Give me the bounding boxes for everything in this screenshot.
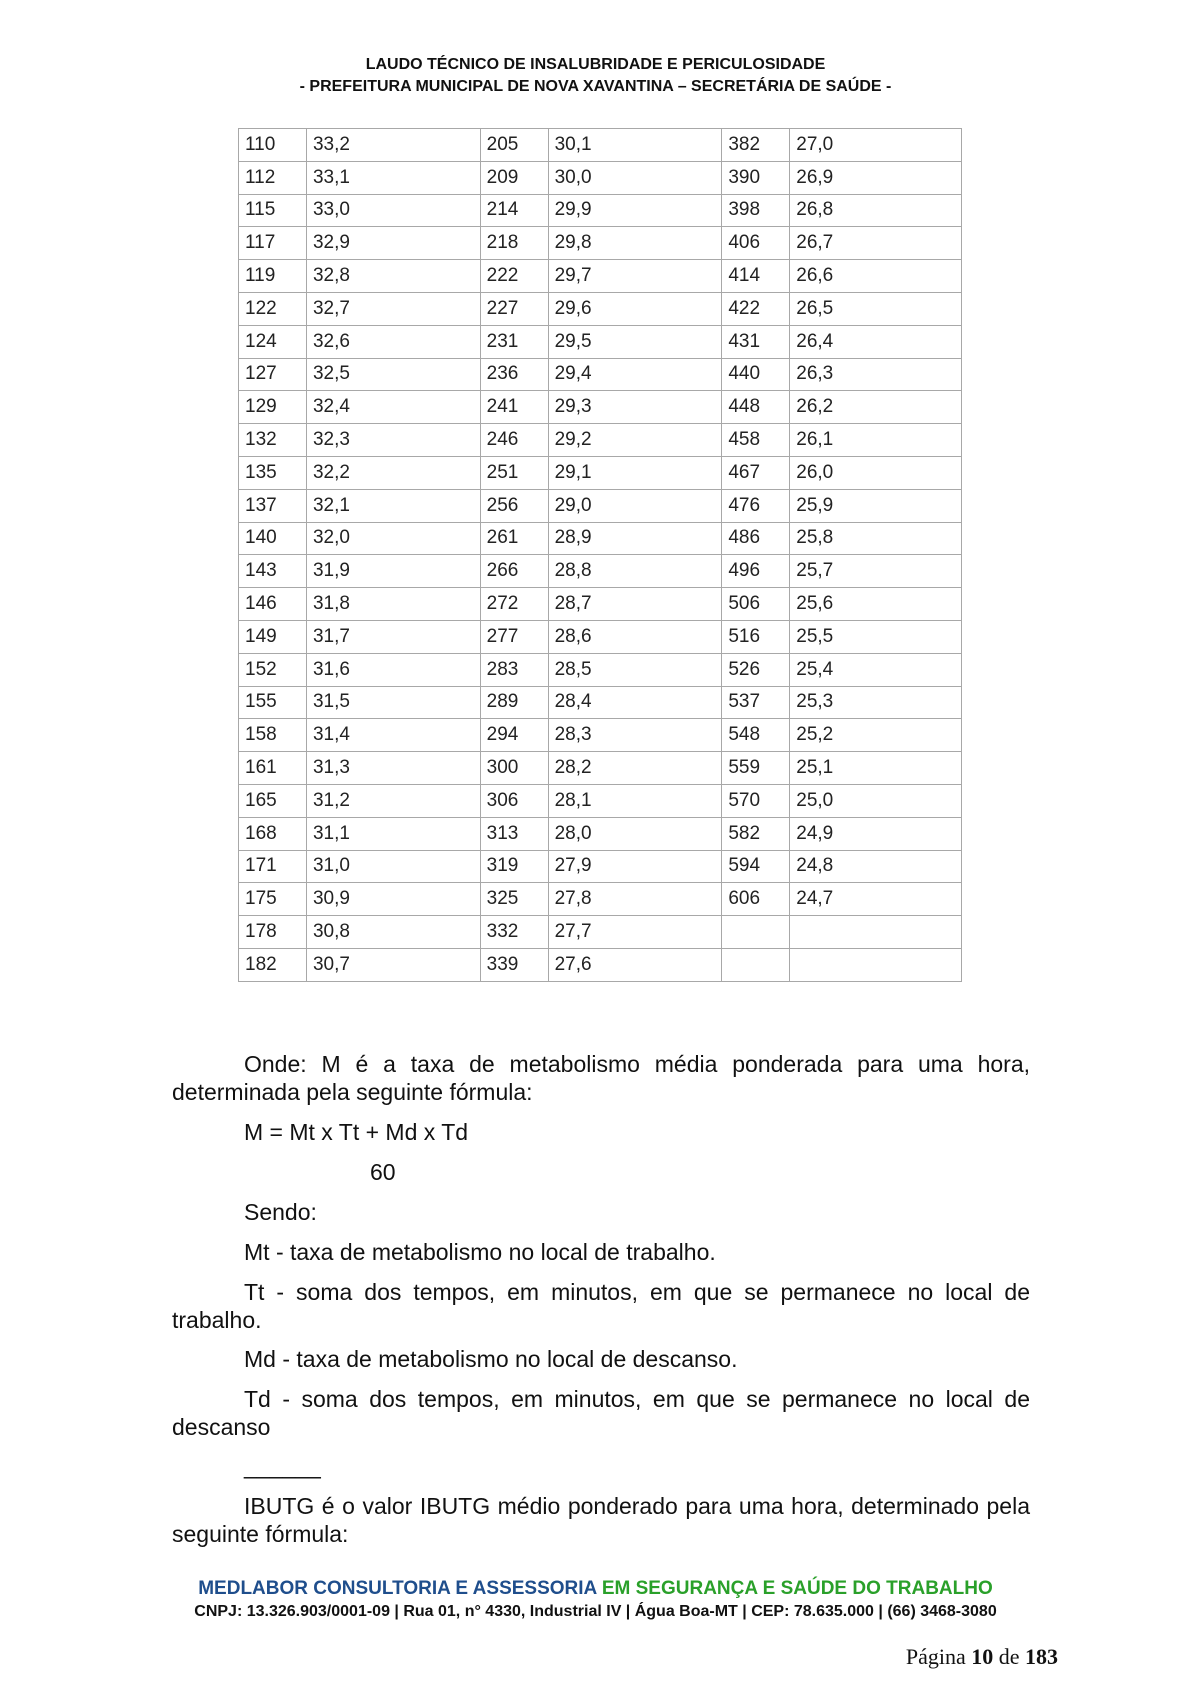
table-cell: 325	[480, 883, 548, 916]
table-cell: 26,4	[790, 325, 962, 358]
table-cell: 31,5	[306, 686, 480, 719]
table-cell: 458	[722, 424, 790, 457]
table-cell: 29,7	[548, 260, 722, 293]
table-cell: 406	[722, 227, 790, 260]
table-row	[239, 752, 962, 785]
table-cell: 28,7	[548, 588, 722, 621]
table-cell: 231	[480, 325, 548, 358]
table-cell: 294	[480, 719, 548, 752]
table-cell: 155	[239, 686, 307, 719]
table-cell: 26,1	[790, 424, 962, 457]
page-total: 183	[1025, 1644, 1058, 1669]
table-cell: 26,6	[790, 260, 962, 293]
formula-divisor: 60	[370, 1159, 396, 1185]
formula-m: M = Mt x Tt + Md x Td	[244, 1119, 469, 1145]
table-cell: 30,8	[306, 916, 480, 949]
table-cell: 27,7	[548, 916, 722, 949]
table-row	[239, 817, 962, 850]
table-cell: 112	[239, 161, 307, 194]
table-cell: 448	[722, 391, 790, 424]
table-row	[239, 260, 962, 293]
table-cell: 171	[239, 850, 307, 883]
table-cell: 28,5	[548, 653, 722, 686]
table-cell: 28,3	[548, 719, 722, 752]
table-row	[239, 588, 962, 621]
table-cell: 29,6	[548, 292, 722, 325]
table-row	[239, 784, 962, 817]
table-cell: 127	[239, 358, 307, 391]
table-row	[239, 129, 962, 162]
table-cell: 548	[722, 719, 790, 752]
table-cell: 29,2	[548, 424, 722, 457]
table-cell: 25,1	[790, 752, 962, 785]
table-cell: 26,8	[790, 194, 962, 227]
table-cell: 26,5	[790, 292, 962, 325]
table-cell: 117	[239, 227, 307, 260]
table-cell: 241	[480, 391, 548, 424]
table-cell: 140	[239, 522, 307, 555]
definition-td: Td - soma dos tempos, em minutos, em que se permanece no local de descanso	[172, 1386, 1030, 1440]
table-cell: 25,6	[790, 588, 962, 621]
table-cell: 31,3	[306, 752, 480, 785]
table-cell: 306	[480, 784, 548, 817]
table-cell: 246	[480, 424, 548, 457]
table-cell: 25,9	[790, 489, 962, 522]
table-cell: 277	[480, 620, 548, 653]
table-cell: 27,0	[790, 129, 962, 162]
table-cell: 33,0	[306, 194, 480, 227]
page-number	[906, 1644, 1058, 1670]
table-cell: 266	[480, 555, 548, 588]
table-cell: 390	[722, 161, 790, 194]
table-cell: 32,4	[306, 391, 480, 424]
table-cell: 332	[480, 916, 548, 949]
document-header-title: LAUDO TÉCNICO DE INSALUBRIDADE E PERICULOSIDADE	[365, 56, 826, 73]
table-cell: 272	[480, 588, 548, 621]
table-cell: 431	[722, 325, 790, 358]
table-cell: 124	[239, 325, 307, 358]
table-cell: 30,7	[306, 948, 480, 981]
table-cell: 205	[480, 129, 548, 162]
table-cell: 506	[722, 588, 790, 621]
table-row	[239, 227, 962, 260]
table-cell: 158	[239, 719, 307, 752]
table-cell: 32,6	[306, 325, 480, 358]
table-cell: 26,7	[790, 227, 962, 260]
table-cell: 283	[480, 653, 548, 686]
table-cell: 289	[480, 686, 548, 719]
table-cell: 178	[239, 916, 307, 949]
page-label: Página	[905, 1644, 966, 1669]
table-row	[239, 620, 962, 653]
table-cell	[722, 948, 790, 981]
table-cell: 28,4	[548, 686, 722, 719]
table-cell: 582	[722, 817, 790, 850]
table-cell: 31,1	[306, 817, 480, 850]
table-cell: 146	[239, 588, 307, 621]
paragraph-sendo: Sendo:	[244, 1199, 317, 1225]
table-cell: 570	[722, 784, 790, 817]
table-cell: 115	[239, 194, 307, 227]
table-cell: 135	[239, 456, 307, 489]
table-cell: 313	[480, 817, 548, 850]
table-cell: 30,1	[548, 129, 722, 162]
horizontal-rule-text: ______	[244, 1453, 321, 1479]
table-row	[239, 424, 962, 457]
table-cell	[790, 916, 962, 949]
table-cell: 25,3	[790, 686, 962, 719]
table-cell: 31,2	[306, 784, 480, 817]
table-cell: 476	[722, 489, 790, 522]
table-cell: 414	[722, 260, 790, 293]
table-row	[239, 194, 962, 227]
table-cell: 24,9	[790, 817, 962, 850]
table-cell: 29,0	[548, 489, 722, 522]
table-cell: 559	[722, 752, 790, 785]
table-cell: 32,3	[306, 424, 480, 457]
table-cell: 27,9	[548, 850, 722, 883]
table-cell: 29,1	[548, 456, 722, 489]
table-cell: 119	[239, 260, 307, 293]
table-cell: 24,8	[790, 850, 962, 883]
table-cell: 26,0	[790, 456, 962, 489]
table-cell: 25,2	[790, 719, 962, 752]
table-cell: 29,3	[548, 391, 722, 424]
table-cell: 24,7	[790, 883, 962, 916]
table-cell: 496	[722, 555, 790, 588]
table-cell: 27,8	[548, 883, 722, 916]
table-cell: 182	[239, 948, 307, 981]
table-cell: 222	[480, 260, 548, 293]
table-cell: 28,2	[548, 752, 722, 785]
table-row	[239, 555, 962, 588]
table-cell: 32,7	[306, 292, 480, 325]
table-cell: 33,1	[306, 161, 480, 194]
table-row	[239, 391, 962, 424]
table-row	[239, 358, 962, 391]
table-cell: 251	[480, 456, 548, 489]
table-cell: 537	[722, 686, 790, 719]
table-cell: 26,9	[790, 161, 962, 194]
table-row	[239, 916, 962, 949]
table-cell: 28,8	[548, 555, 722, 588]
table-cell: 218	[480, 227, 548, 260]
table-cell: 132	[239, 424, 307, 457]
table-cell: 26,3	[790, 358, 962, 391]
table-cell: 256	[480, 489, 548, 522]
table-cell: 32,1	[306, 489, 480, 522]
table-cell: 214	[480, 194, 548, 227]
table-row	[239, 292, 962, 325]
table-row	[239, 489, 962, 522]
table-cell: 31,0	[306, 850, 480, 883]
table-cell: 25,8	[790, 522, 962, 555]
table-cell	[722, 916, 790, 949]
table-row	[239, 456, 962, 489]
table-cell: 25,4	[790, 653, 962, 686]
table-cell: 32,2	[306, 456, 480, 489]
table-cell: 161	[239, 752, 307, 785]
table-cell: 31,4	[306, 719, 480, 752]
table-cell: 152	[239, 653, 307, 686]
table-cell: 236	[480, 358, 548, 391]
table-cell: 30,0	[548, 161, 722, 194]
table-cell: 594	[722, 850, 790, 883]
table-cell: 422	[722, 292, 790, 325]
table-cell: 122	[239, 292, 307, 325]
table-row	[239, 161, 962, 194]
footer-company-name: MEDLABOR CONSULTORIA E ASSESSORIA	[198, 1578, 597, 1599]
page-of: de	[998, 1644, 1020, 1669]
table-cell: 33,2	[306, 129, 480, 162]
table-cell: 149	[239, 620, 307, 653]
table-cell: 110	[239, 129, 307, 162]
table-cell: 175	[239, 883, 307, 916]
table-cell: 32,9	[306, 227, 480, 260]
table-row	[239, 686, 962, 719]
footer-company	[0, 1578, 1191, 1600]
table-row	[239, 522, 962, 555]
document-header-subtitle: - PREFEITURA MUNICIPAL DE NOVA XAVANTINA – SECRETÁRIA DE SAÚDE -	[299, 78, 892, 95]
table-cell: 209	[480, 161, 548, 194]
table-row	[239, 325, 962, 358]
table-cell: 261	[480, 522, 548, 555]
table-cell: 486	[722, 522, 790, 555]
table-cell: 32,0	[306, 522, 480, 555]
table-cell: 29,8	[548, 227, 722, 260]
table-cell: 27,6	[548, 948, 722, 981]
table-cell: 26,2	[790, 391, 962, 424]
table-cell: 526	[722, 653, 790, 686]
table-cell: 31,9	[306, 555, 480, 588]
table-cell: 516	[722, 620, 790, 653]
table-cell: 25,7	[790, 555, 962, 588]
table-row	[239, 653, 962, 686]
table-cell: 29,9	[548, 194, 722, 227]
paragraph-ibutg: IBUTG é o valor IBUTG médio ponderado para uma hora, determinado pela seguinte fórmula:	[172, 1493, 1030, 1547]
table-cell: 25,5	[790, 620, 962, 653]
table-cell: 300	[480, 752, 548, 785]
table-cell: 28,1	[548, 784, 722, 817]
table-row	[239, 948, 962, 981]
table-cell: 165	[239, 784, 307, 817]
table-cell: 339	[480, 948, 548, 981]
footer-company-tagline: EM SEGURANÇA E SAÚDE DO TRABALHO	[601, 1578, 993, 1599]
table-row	[239, 719, 962, 752]
table-cell: 319	[480, 850, 548, 883]
table-cell: 25,0	[790, 784, 962, 817]
table-cell: 467	[722, 456, 790, 489]
table-cell: 28,9	[548, 522, 722, 555]
table-cell: 29,4	[548, 358, 722, 391]
table-row	[239, 883, 962, 916]
table-cell: 31,6	[306, 653, 480, 686]
table-cell: 606	[722, 883, 790, 916]
paragraph-onde: Onde: M é a taxa de metabolismo média ponderada para uma hora, determinada pela seguinte fórmula:	[172, 1051, 1030, 1105]
table-cell: 227	[480, 292, 548, 325]
table-cell: 440	[722, 358, 790, 391]
table-cell: 129	[239, 391, 307, 424]
table-cell: 28,6	[548, 620, 722, 653]
table-cell: 30,9	[306, 883, 480, 916]
page-current: 10	[971, 1644, 994, 1669]
table-cell	[790, 948, 962, 981]
definition-mt: Mt - taxa de metabolismo no local de trabalho.	[244, 1239, 716, 1265]
table-cell: 382	[722, 129, 790, 162]
table-cell: 398	[722, 194, 790, 227]
table-cell: 32,8	[306, 260, 480, 293]
table-cell: 32,5	[306, 358, 480, 391]
table-cell: 28,0	[548, 817, 722, 850]
table-cell: 143	[239, 555, 307, 588]
table-cell: 31,7	[306, 620, 480, 653]
table-row	[239, 850, 962, 883]
definition-tt: Tt - soma dos tempos, em minutos, em que se permanece no local de trabalho.	[172, 1279, 1030, 1333]
ibutg-metabolism-table	[238, 128, 962, 982]
definition-md: Md - taxa de metabolismo no local de descanso.	[244, 1346, 738, 1372]
table-cell: 31,8	[306, 588, 480, 621]
table-cell: 137	[239, 489, 307, 522]
footer-address: CNPJ: 13.326.903/0001-09 | Rua 01, n° 4330, Industrial IV | Água Boa-MT | CEP: 78.635.000 | (66) 3468-3080	[194, 1603, 997, 1620]
table-cell: 168	[239, 817, 307, 850]
table-cell: 29,5	[548, 325, 722, 358]
